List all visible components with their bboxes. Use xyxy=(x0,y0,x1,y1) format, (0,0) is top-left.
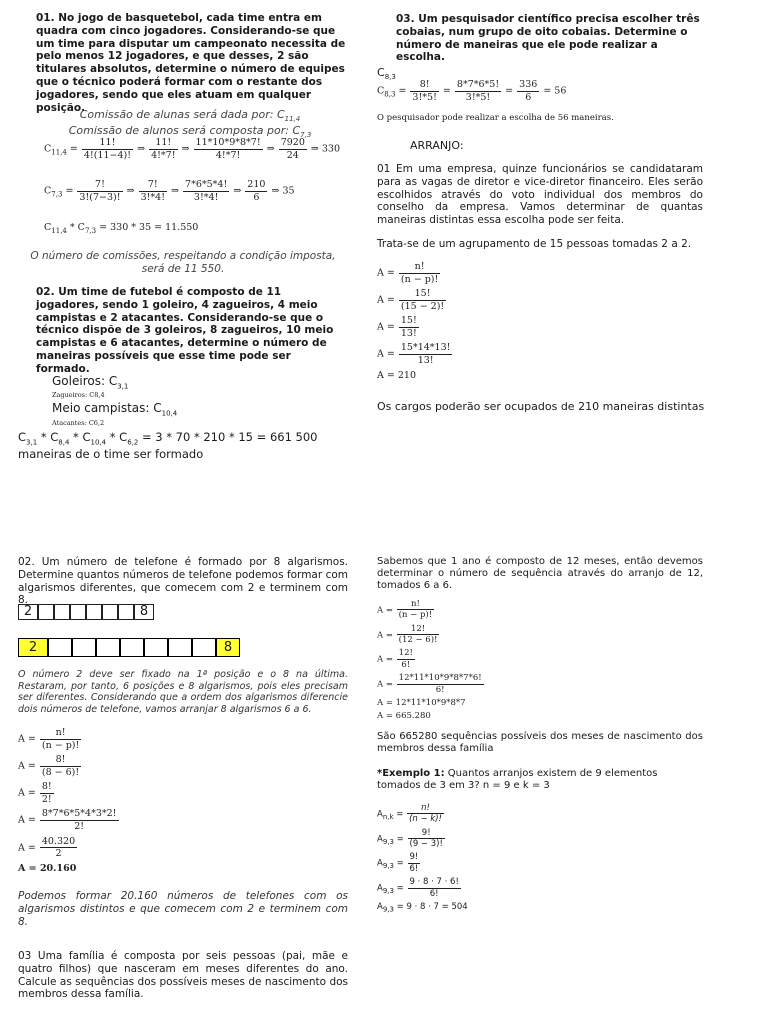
question-3-cobaias: 03. Um pesquisador científico precisa escolher três cobaias, num grupo de oito cobaias. Determine o número de maneiras que ele pode realizar a escolha. xyxy=(396,13,700,64)
section-heading-arranjo: ARRANJO: xyxy=(410,139,464,152)
question-2-football: 02. Um time de futebol é composto de 11 jogadores, sendo 1 goleiro, 4 zagueiros, 4 meio campistas e 2 atacantes. Considerando-se que o técnico dispõe de 3 goleiros, 8 zagueiros, 10 meio campistas e 6 atacantes, determine o número de maneiras possíveis que esse time pode ser formado. xyxy=(36,286,334,375)
arranjo-steps-15: A = $\frac{n!}{(n - p)!}$ A = $\frac{15!}{(15 - 2)!}$ A = $\frac{15!}{13!}$ A = $\frac{15*14*13!}{13!}$ A = 210 xyxy=(377,261,451,381)
c8-3-label: $C_{8,3}$ xyxy=(377,66,396,82)
arranjo-problem-1: 01 Em uma empresa, quinze funcionários se candidataram para as vagas de diretor e vice-diretor financeiro. Eles serão escolhidos através do voto individual dos membros do conselho da empresa. Vamos determinar de quantas maneiras distintas essa escolha pode ser feita. xyxy=(377,163,703,227)
equation-c8-3: $C_{8,3}$ = $\frac{8!}{3!*5!}$ = $\frac{8*7*6*5!}{3!*5!}$ = $\frac{336}{6}$ = 56 xyxy=(377,79,567,103)
phone-arranjo-steps: A = $\frac{n!}{(n - p)!}$ A = $\frac{8!}{(8 - 6)!}$ A = $\frac{8!}{2!}$ A = $\frac{8*7*6*5*4*3*2!}{2!}$ A = $\frac{40.320}{2}$ A = 20.160 xyxy=(18,727,117,874)
phone-first-digit-highlight: 2 xyxy=(18,638,48,657)
meio-campistas-line: Meio campistas: $C_{10,4}$ xyxy=(52,401,178,418)
goleiros-line: Goleiros: $C_{3,1}$ xyxy=(52,374,129,391)
question-2-telefone: 02. Um número de telefone é formado por 8 algarismos. Determine quantos números de telefone podemos formar com algarismos diferentes, que comecem com 2 e terminem com 8. xyxy=(18,556,348,607)
atacantes-line: Atacantes: C6,2 xyxy=(52,419,105,427)
question-3-familia: 03 Uma família é composta por seis pessoas (pai, mãe e quatro filhos) que nasceram em meses diferentes do ano. Calcule as sequências dos possíveis meses de nascimento dos membros dessa família. xyxy=(18,950,348,1001)
phone-conclusion: Podemos formar 20.160 números de telefones com os algarismos distintos e que comecem com 2 e terminem com 8. xyxy=(18,890,348,928)
equation-c7-3: $C_{7,3}$ = $\frac{7!}{3!(7-3)!}$ ⇒ $\frac{7!}{3!*4!}$ ⇒ $\frac{7*6*5*4!}{3!*4!}$ ⇒ $\frac{210}{6}$ ⇒ 35 xyxy=(44,179,295,203)
zagueiros-line: Zagueiros: C8,4 xyxy=(52,391,105,399)
arranjo-conclusion-210: Os cargos poderão ser ocupados de 210 maneiras distintas xyxy=(377,400,705,413)
example-1-steps: $A_{n,k}$ = $\frac{n!}{(n - k)!}$ $A_{9,3}$ = $\frac{9!}{(9 - 3)!}$ $A_{9,3}$ = $\frac{9!}{6!}$ $A_{9,3}$ = $\frac{9 \cdot 8 \cdot 7 \cdot 6!}{6!}$ $A_{9,3} = 9 \cdot 8 \cdot 7 = 504$ xyxy=(377,803,468,914)
months-conclusion: São 665280 sequências possíveis dos meses de nascimento dos membros dessa família xyxy=(377,731,703,755)
phone-grid-highlighted xyxy=(18,638,240,657)
final-result-football: $C_{3,1} * C_{8,4} * C_{10,4} * C_{6,2} = 3 * 70 * 210 * 15 = 661$ 500 maneiras de o time ser formado xyxy=(18,430,318,461)
answer-cobaias: O pesquisador pode realizar a escolha de 56 maneiras. xyxy=(377,113,614,123)
example-1: *Exemplo 1: Quantos arranjos existem de 9 elementos tomados de 3 em 3? n = 9 e k = 3 xyxy=(377,768,658,792)
phone-last-digit-highlight: 8 xyxy=(216,638,240,657)
question-1-basketball: 01. No jogo de basquetebol, cada time entra em quadra com cinco jogadores. Considerando-se que um time para disputar um campeonato necessita de pelo menos 12 jogadores, e que desses, 2 são titulares absolutos, determine o número de equipes que o técnico poderá formar com o restante dos jogadores, sendo que eles atuam em qualquer posição. xyxy=(36,12,346,114)
months-arranjo-steps: A = $\frac{n!}{(n - p)!}$ A = $\frac{12!}{(12 - 6)!}$ A = $\frac{12!}{6!}$ A = $\frac{12*11*10*9*8*7*6!}{6!}$ A = 12*11*10*9*8*7 A = 665.280 xyxy=(377,599,482,722)
conclusion-commissions: O número de comissões, respeitando a condição imposta, será de 11 550. xyxy=(30,250,336,275)
phone-first-digit: 2 xyxy=(18,604,38,620)
arranjo-grouping-text: Trata-se de um agrupamento de 15 pessoas tomadas 2 a 2. xyxy=(377,238,692,250)
commission-notes: Comissão de alunas será dada por: $C_{11,4}$ Comissão de alunos será composta por: $C_{7,3}$ xyxy=(68,108,312,139)
equation-product: $C_{11,4} * C_{7,3} = 330 * 35 = 11.550$ xyxy=(44,222,199,235)
months-intro: Sabemos que 1 ano é composto de 12 meses, então devemos determinar o número de sequência através do arranjo de 12, tomados 6 a 6. xyxy=(377,556,703,592)
equation-c11-4: $C_{11,4}$ = $\frac{11!}{4!(11-4)!}$ ⇒ $\frac{11!}{4!*7!}$ ⇒ $\frac{11*10*9*8*7!}{4!*7!}$ ⇒ $\frac{7920}{24}$ ⇒ 330 xyxy=(44,137,341,161)
phone-last-digit: 8 xyxy=(134,604,154,620)
phone-explanation: O número 2 deve ser fixado na 1ª posição e o 8 na última. Restaram, por tanto, 6 posições e 8 algarismos, pois eles precisam ser diferentes. Considerando que a ordem dos algarismos diferencie dois números de telefone, vamos arranjar 8 algarismos 6 a 6. xyxy=(18,669,348,715)
phone-grid-plain xyxy=(18,604,154,620)
